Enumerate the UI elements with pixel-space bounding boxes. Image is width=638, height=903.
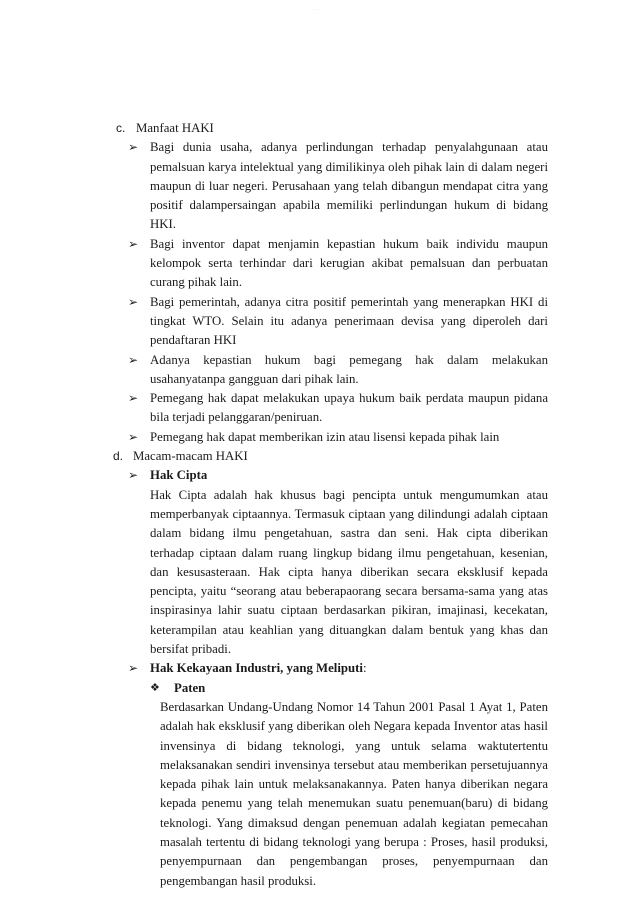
bullet-item: [116, 389, 548, 428]
bullet-item: [116, 138, 548, 234]
arrow-bullet-icon: ➢: [128, 294, 139, 309]
hak-industri-heading: [116, 659, 548, 678]
header-mark: ........: [309, 6, 321, 11]
bullet-text: Pemegang hak dapat memberikan izin atau lisensi kepada pihak lain: [150, 429, 500, 444]
section-c-letter: c.: [116, 121, 126, 135]
hak-industri-colon: :: [362, 661, 367, 676]
arrow-bullet-icon: ➢: [128, 429, 139, 444]
diamond-bullet-icon: ❖: [150, 681, 160, 694]
bullet-item: [116, 235, 548, 293]
bullet-text: Pemegang hak dapat melakukan upaya hukum baik perdata maupun pidana bila terjadi pelanggaran/peniruan.: [150, 391, 548, 425]
hak-cipta-heading: [116, 466, 548, 485]
hak-industri-title: Hak Kekayaan Industri, yang Meliputi: [150, 661, 363, 676]
arrow-bullet-icon: ➢: [128, 140, 139, 155]
paten-heading: [116, 679, 548, 698]
section-d-letter: d.: [113, 449, 124, 464]
section-c-heading: [116, 119, 548, 138]
bullet-text: Adanya kepastian hukum bagi pemegang hak dalam melakukan usahanyatanpa gangguan dari pihak lain.: [150, 352, 548, 386]
bullet-item: [116, 293, 548, 351]
paten-title: Paten: [174, 680, 206, 695]
arrow-bullet-icon: ➢: [128, 236, 139, 251]
hak-cipta-paragraph: Hak Cipta adalah hak khusus bagi pencipta untuk mengumumkan atau memperbanyak ciptaannya. Termasuk ciptaan yang dilindungi adalah ciptaan dalam bidang ilmu pengetahuan, sastra dan seni. Hak cipta diberikan terhadap ciptaan dalam ruang lingkup bidang ilmu pengetahuan, kesenian, dan kesusasteraan. Hak cipta hanya diberikan secara eksklusif kepada pencipta, yaitu “seorang atau beberapaorang secara bersama-sama yang atas inspirasinya lahir suatu ciptaan berdasarkan pikiran, imajinasi, kecekatan, keterampilan atau keahlian yang dituangkan dalam bentuk yang khas dan bersifat pribadi.: [150, 487, 548, 657]
arrow-bullet-icon: ➢: [128, 468, 139, 483]
bullet-text: Bagi inventor dapat menjamin kepastian hukum baik individu maupun kelompok serta terhindar dari kerugian akibat pemalsuan dan perbuatan curang pihak lain.: [150, 236, 548, 290]
bullet-text: Bagi pemerintah, adanya citra positif pemerintah yang menerapkan HKI di tingkat WTO. Selain itu adanya penerimaan devisa yang diperoleh dari pendaftaran HKI: [150, 294, 548, 348]
section-c-title: Manfaat HAKI: [136, 121, 214, 135]
bullet-text: Bagi dunia usaha, adanya perlindungan terhadap penyalahgunaan atau pemalsuan karya intelektual yang dimilikinya oleh pihak lain di dalam negeri maupun di luar negeri. Perusahaan yang telah dibangun mendapat citra yang positif dalampersaingan apabila memiliki perlindungan hukum di bidang HKI.: [150, 140, 548, 232]
arrow-bullet-icon: ➢: [128, 661, 139, 676]
bullet-item: [116, 428, 548, 447]
section-d-heading: [113, 447, 548, 466]
hak-cipta-title: Hak Cipta: [150, 468, 208, 483]
bullet-item: [116, 351, 548, 390]
document-body: [113, 119, 548, 891]
arrow-bullet-icon: ➢: [128, 391, 139, 406]
section-d-title: Macam-macam HAKI: [133, 449, 248, 464]
paten-paragraph: Berdasarkan Undang-Undang Nomor 14 Tahun 2001 Pasal 1 Ayat 1, Paten adalah hak eksklusif yang diberikan oleh Negara kepada Inventor atas hasil invensinya di bidang teknologi, yang untuk selama waktutertentu melaksanakan sendiri invensinya tersebut atau memberikan persetujuannya kepada pihak lain untuk melaksanakannya. Paten hanya diberikan negara kepada penemu yang telah menemukan suatu penemuan(baru) di bidang teknologi. Yang dimaksud dengan penemuan adalah kegiatan pemecahan masalah tertentu di bidang teknologi yang berupa : Proses, hasil produksi, penyempurnaan dan pengembangan proses, penyempurnaan dan pengembangan hasil produksi.: [160, 699, 548, 888]
arrow-bullet-icon: ➢: [128, 352, 139, 367]
